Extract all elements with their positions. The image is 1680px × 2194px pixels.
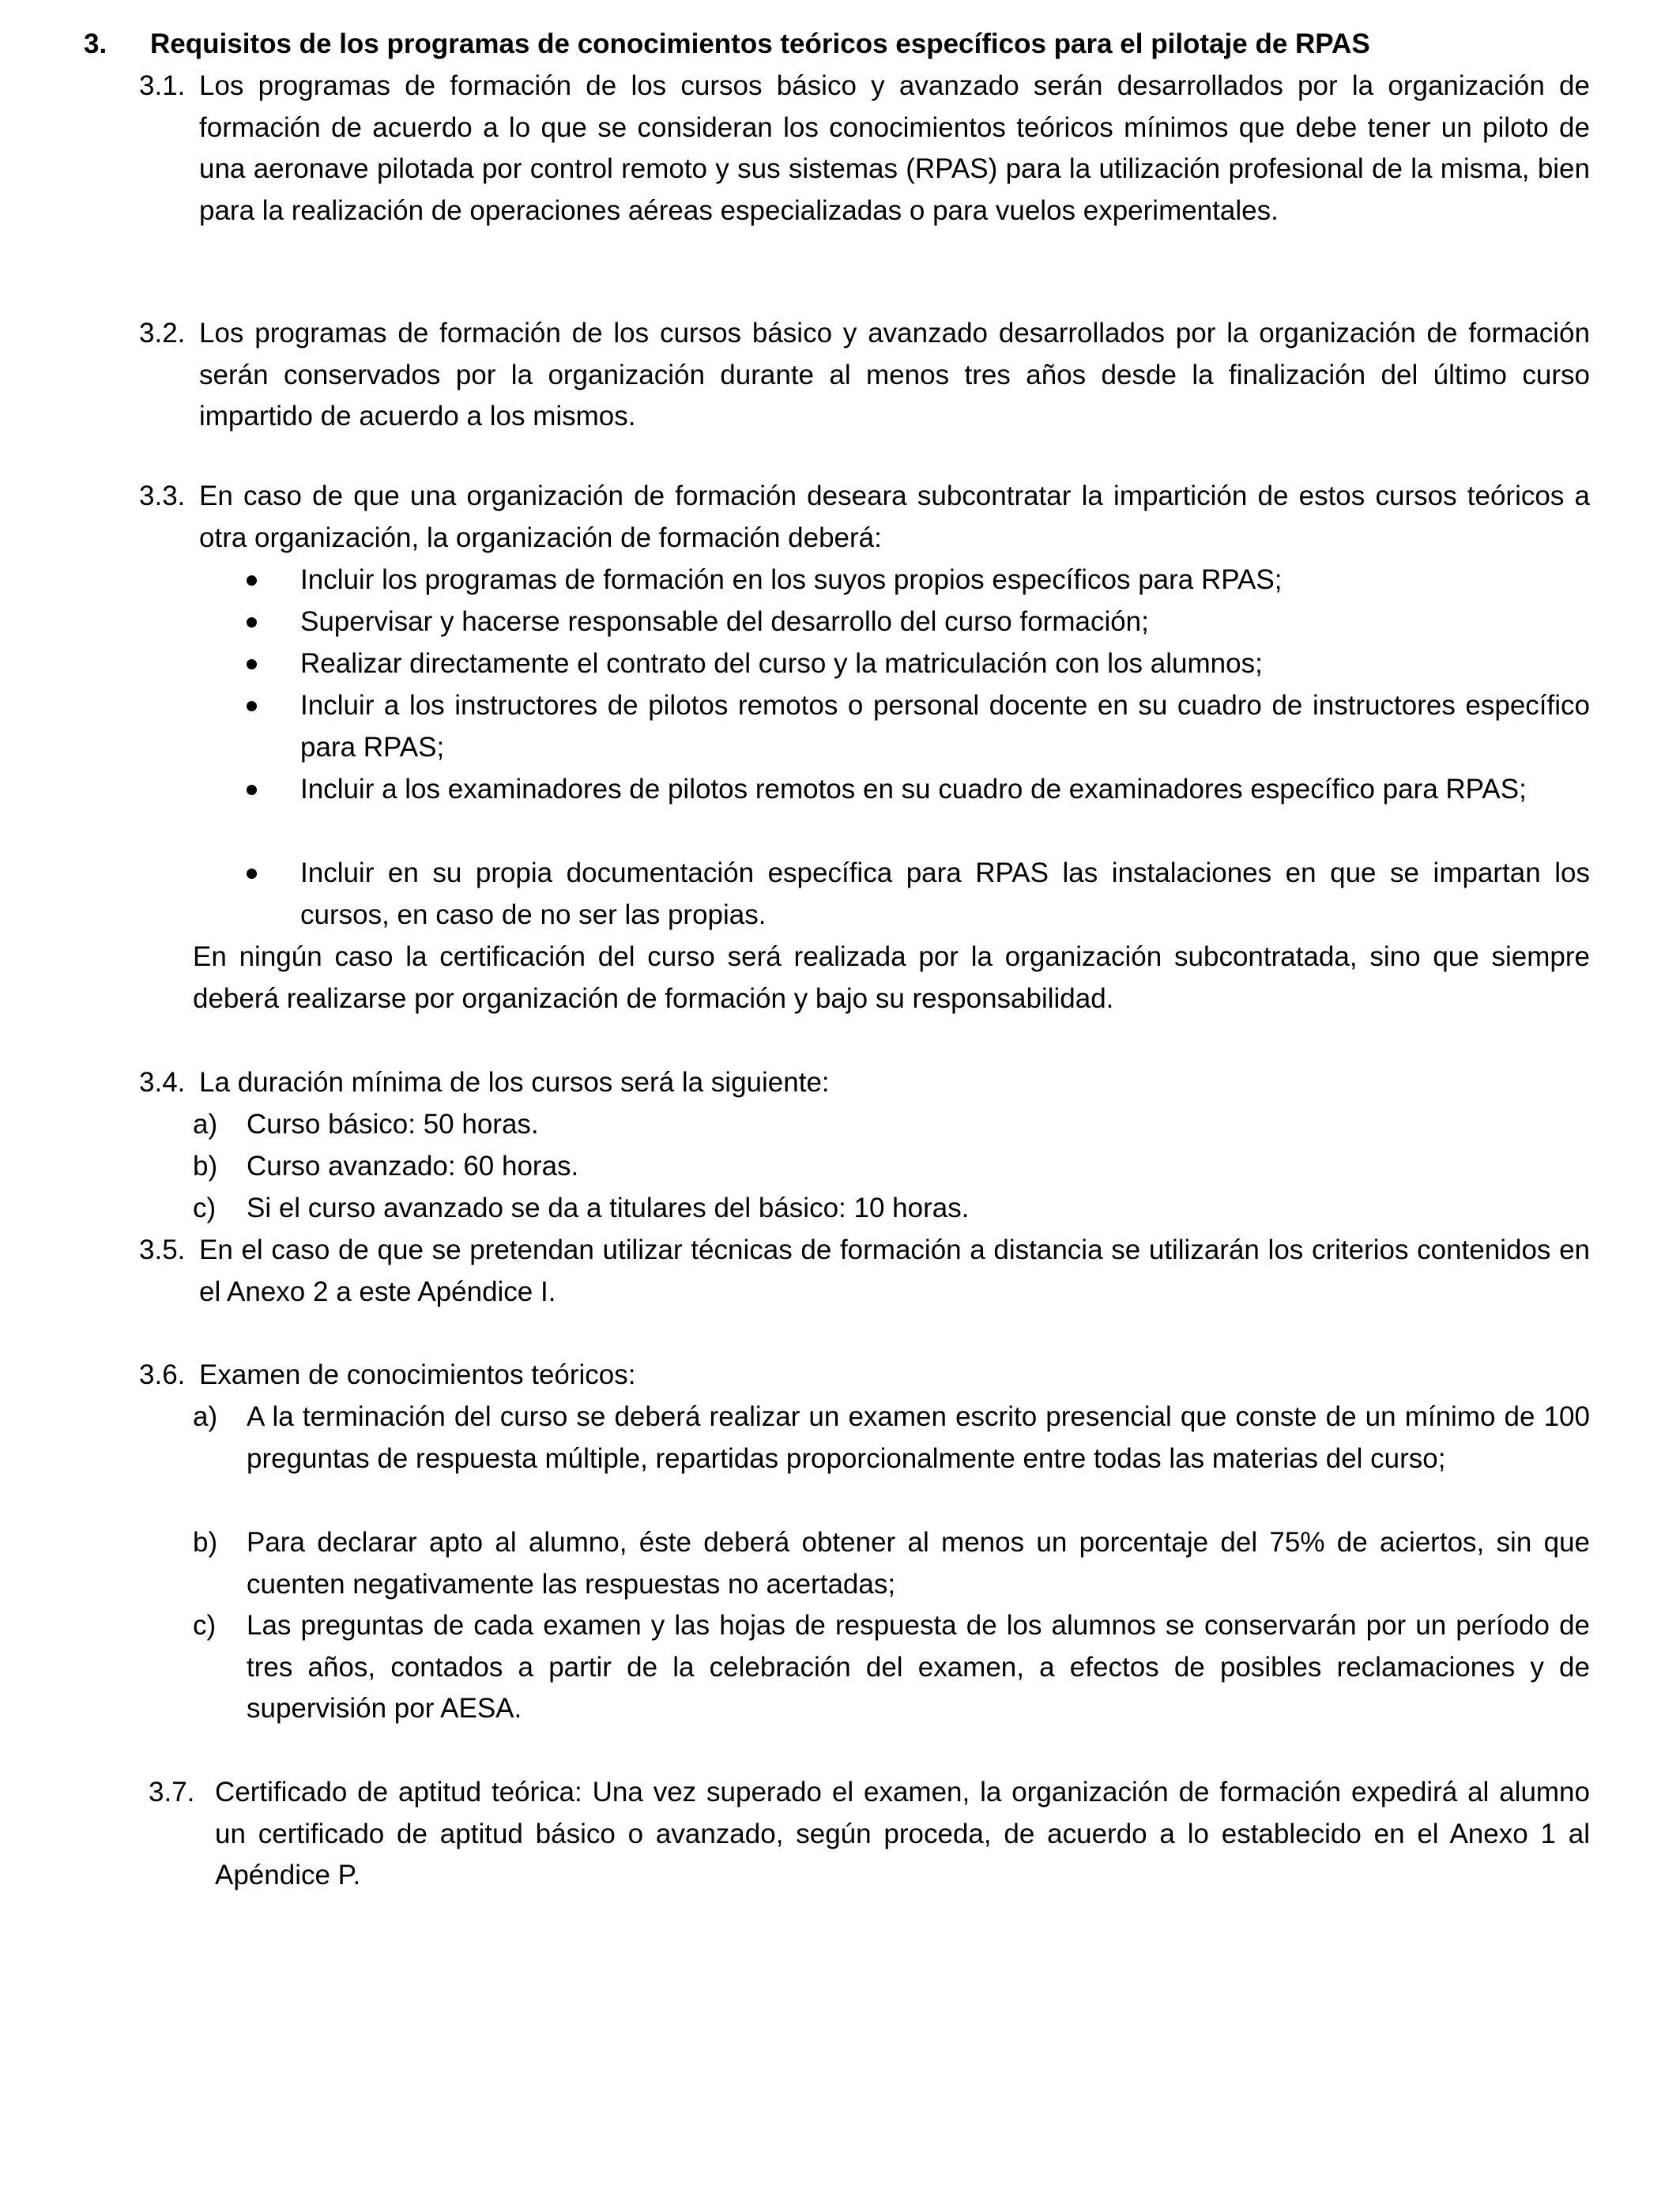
list-item	[193, 1605, 1590, 1730]
section-3-7	[149, 1772, 1590, 1897]
bullet-text: Incluir a los instructores de pilotos remotos o personal docente en su cuadro de instructores específico para RPAS;	[300, 690, 1590, 763]
bullet-icon	[247, 869, 257, 879]
bullet-text: Incluir los programas de formación en los suyos propios específicos para RPAS;	[300, 564, 1283, 595]
section-3-3-number: 3.3.	[139, 481, 186, 511]
list-item-text: A la terminación del curso se deberá realizar un examen escrito presencial que conste de un mínimo de 100 preguntas de respuesta múltiple, repartidas proporcionalmente entre todas las materias del curso;	[247, 1401, 1590, 1474]
section-3-2-number: 3.2.	[139, 318, 186, 349]
list-item	[193, 1188, 1590, 1230]
list-item-text: Las preguntas de cada examen y las hojas de respuesta de los alumnos se conservarán por un período de tres años, contados a partir de la celebración del examen, a efectos de posibles reclamaciones y de supervisión por AESA.	[247, 1610, 1590, 1724]
section-3-7-number: 3.7.	[149, 1777, 195, 1808]
section-3-1	[139, 66, 1590, 232]
heading-number: 3.	[84, 28, 107, 59]
heading-title: Requisitos de los programas de conocimientos teóricos específicos para el pilotaje de RPAS	[150, 28, 1370, 59]
list-item	[193, 1146, 1590, 1188]
section-3-3-closing: En ningún caso la certificación del curso será realizada por la organización subcontratada, sino que siempre deberá realizarse por organización de formación y bajo su responsabilidad.	[193, 941, 1590, 1014]
section-3-5-text: En el caso de que se pretendan utilizar técnicas de formación a distancia se utilizarán los criterios contenidos en el Anexo 2 a este Apéndice I.	[199, 1235, 1590, 1307]
bullet-icon	[247, 659, 257, 669]
list-item-text: Curso básico: 50 horas.	[247, 1109, 539, 1140]
section-3-4-number: 3.4.	[139, 1067, 186, 1098]
section-3-5	[139, 1230, 1590, 1313]
bullet-text: Supervisar y hacerse responsable del desarrollo del curso formación;	[300, 606, 1149, 637]
list-item-label: c)	[193, 1193, 217, 1223]
section-3-4-text: La duración mínima de los cursos será la siguiente:	[199, 1067, 830, 1098]
list-item-text: Si el curso avanzado se da a titulares del básico: 10 horas.	[247, 1193, 970, 1223]
section-3-1-number: 3.1.	[139, 70, 186, 101]
list-item-label: c)	[193, 1610, 217, 1641]
section-3-1-text: Los programas de formación de los cursos básico y avanzado serán desarrollados por la organización de formación de acuerdo a lo que se consideran los conocimientos teóricos mínimos que debe tener un piloto de una aeronave pilotada por control remoto y sus sistemas (RPAS) para la utilización profesional de la misma, bien para la realización de operaciones aéreas especializadas o para vuelos experimentales.	[199, 70, 1590, 226]
bullet-icon	[247, 617, 257, 628]
section-3-3-text: En caso de que una organización de formación deseara subcontratar la impartición de estos cursos teóricos a otra organización, la organización de formación deberá:	[199, 481, 1590, 553]
bullet-item	[300, 769, 1590, 811]
list-item-label: a)	[193, 1109, 218, 1140]
section-3-6-text: Examen de conocimientos teóricos:	[199, 1359, 636, 1390]
list-item-text: Para declarar apto al alumno, éste deberá obtener al menos un porcentaje del 75% de aciertos, sin que cuenten negativamente las respuestas no acertadas;	[247, 1527, 1590, 1600]
bullet-text: Incluir a los examinadores de pilotos remotos en su cuadro de examinadores específico para RPAS;	[300, 774, 1527, 805]
bullet-item	[300, 560, 1590, 601]
bullet-item	[300, 601, 1590, 643]
list-item	[193, 1104, 1590, 1146]
section-3-5-number: 3.5.	[139, 1235, 186, 1265]
bullet-icon	[247, 575, 257, 586]
list-item-label: b)	[193, 1151, 218, 1182]
list-item-label: b)	[193, 1527, 218, 1558]
bullet-item	[300, 853, 1590, 936]
list-item-text: Curso avanzado: 60 horas.	[247, 1151, 579, 1182]
section-3-6	[139, 1355, 1590, 1397]
section-3-3	[139, 476, 1590, 559]
section-3-2-text: Los programas de formación de los cursos básico y avanzado desarrollados por la organización de formación serán conservados por la organización durante al menos tres años desde la finalización del último curso impartido de acuerdo a los mismos.	[199, 318, 1590, 432]
list-item	[193, 1522, 1590, 1605]
list-item	[193, 1397, 1590, 1480]
bullet-icon	[247, 785, 257, 795]
section-3-4	[139, 1062, 1590, 1104]
bullet-text: Realizar directamente el contrato del curso y la matriculación con los alumnos;	[300, 648, 1263, 679]
list-item-label: a)	[193, 1401, 218, 1432]
section-3-2	[139, 313, 1590, 438]
bullet-item	[300, 685, 1590, 768]
bullet-text: Incluir en su propia documentación específica para RPAS las instalaciones en que se impartan los cursos, en caso de no ser las propias.	[300, 858, 1590, 930]
section-3-6-number: 3.6.	[139, 1359, 186, 1390]
section-3-7-text: Certificado de aptitud teórica: Una vez superado el examen, la organización de formación expedirá al alumno un certificado de aptitud básico o avanzado, según proceda, de acuerdo a lo establecido en el Anexo 1 al Apéndice P.	[215, 1777, 1590, 1891]
bullet-item	[300, 643, 1590, 685]
bullet-icon	[247, 701, 257, 711]
